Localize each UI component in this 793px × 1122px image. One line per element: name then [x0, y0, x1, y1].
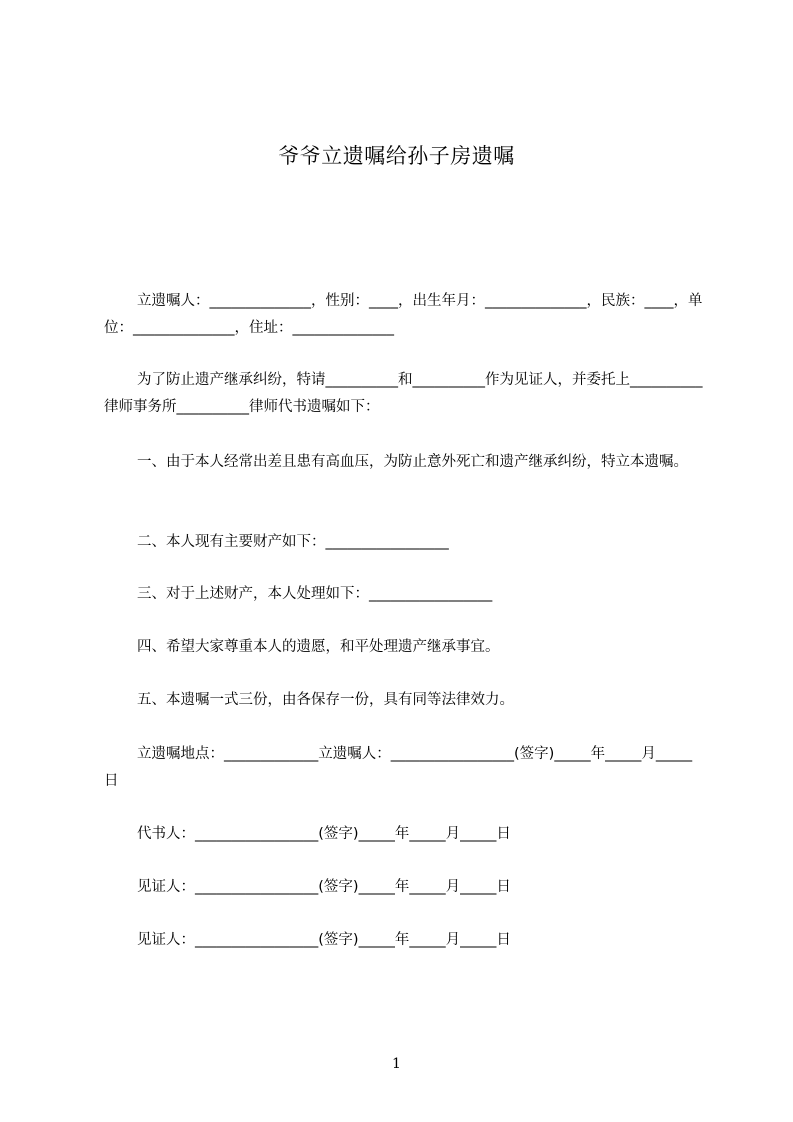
clause-two-paragraph: 二、本人现有主要财产如下：_________________	[137, 534, 449, 550]
testator-signature-line: 立遗嘱地点：_____________立遗嘱人：_________________(签字)_____年_____月_____日	[104, 746, 693, 789]
clause-five-paragraph: 五、本遗嘱一式三份，由各保存一份，具有同等法律效力。	[137, 692, 514, 708]
clause-three-paragraph: 三、对于上述财产，本人处理如下：_________________	[137, 586, 493, 602]
clause-one-paragraph: 一、由于本人经常出差且患有高血压，为防止意外死亡和遗产继承纠纷，特立本遗嘱。	[137, 454, 688, 470]
witness-signature-line: 见证人：_________________(签字)_____年_____月_____日	[137, 932, 511, 948]
testator-info-paragraph: 立遗嘱人：______________，性别：____，出生年月：______________，民族：____，单位：______________，住址：______________	[104, 293, 703, 336]
page-number: 1	[392, 1056, 401, 1072]
witness-entrust-paragraph: 为了防止遗产继承纠纷，特请__________和__________作为见证人，并委托上__________律师事务所__________律师代书遗嘱如下：	[104, 372, 703, 415]
scribe-signature-line: 代书人：_________________(签字)_____年_____月_____日	[137, 826, 511, 842]
witness-signature-line: 见证人：_________________(签字)_____年_____月_____日	[137, 879, 511, 895]
clause-four-paragraph: 四、希望大家尊重本人的遗愿，和平处理遗产继承事宜。	[137, 639, 500, 655]
document-title: 爷爷立遗嘱给孙子房遗嘱	[278, 144, 515, 168]
